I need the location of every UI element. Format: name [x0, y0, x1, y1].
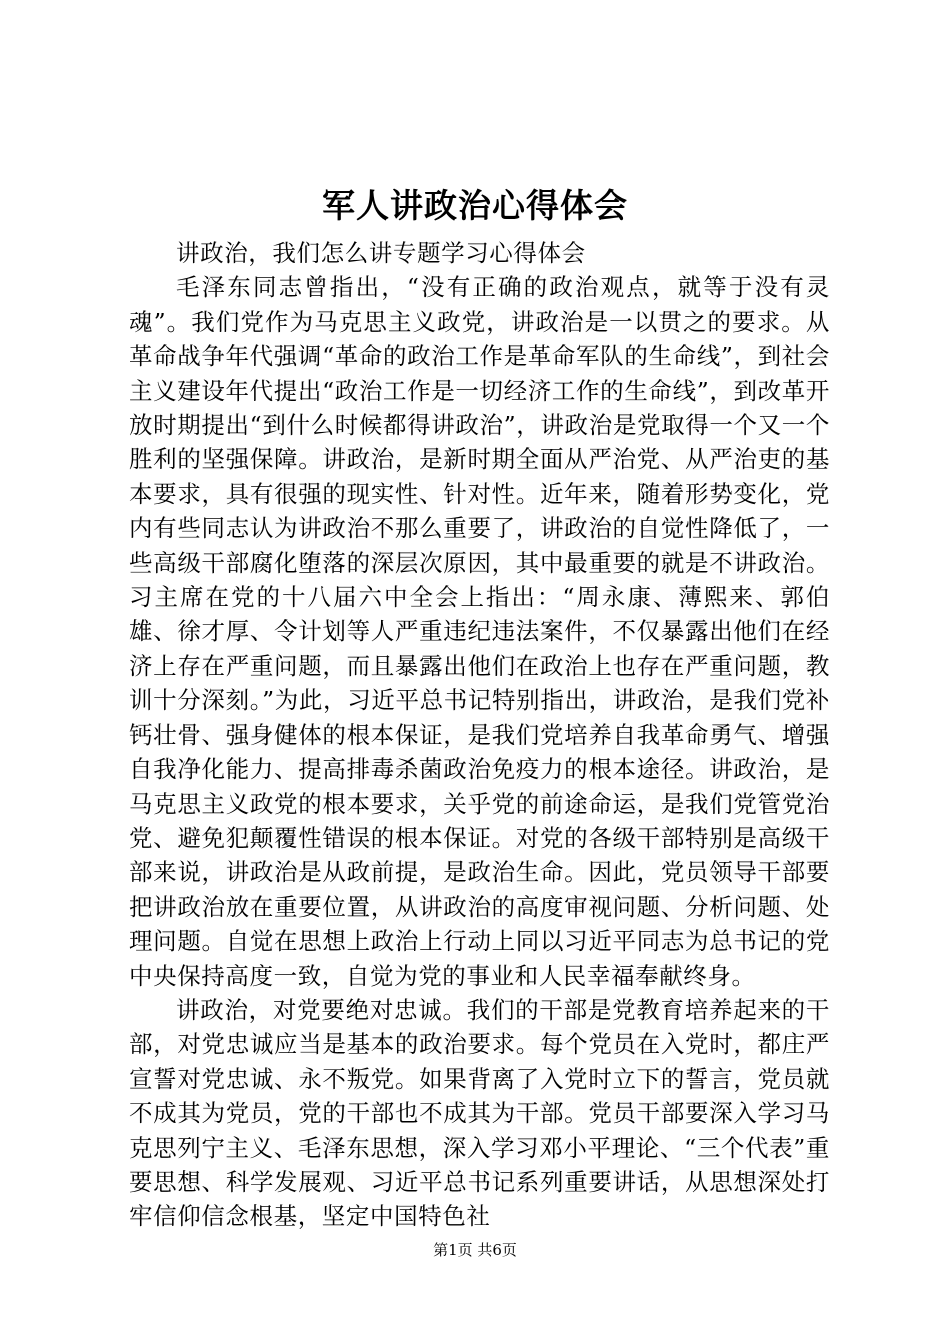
paragraph-2: 讲政治，对党要绝对忠诚。我们的干部是党教育培养起来的干部，对党忠诚应当是基本的政治要求。每个党员在入党时，都庄严宣誓对党忠诚、永不叛党。如果背离了入党时立下的誓言，党员就不成其为党员，党的干部也不成其为干部。党员干部要深入学习马克思列宁主义、毛泽东思想，深入学习邓小平理论、“三个代表”重要思想、科学发展观、习近平总书记系列重要讲话，从思想深处打牢信仰信念根基，坚定中国特色社	[129, 995, 830, 1231]
page-indicator: 第1页 共6页	[433, 1241, 517, 1259]
paragraph-1: 毛泽东同志曾指出，“没有正确的政治观点，就等于没有灵魂”。我们党作为马克思主义政党，讲政治是一以贯之的要求。从革命战争年代强调“革命的政治工作是革命军队的生命线”，到社会主义建设年代提出“政治工作是一切经济工作的生命线”，到改革开放时期提出“到什么时候都得讲政治”，讲政治是党取得一个又一个胜利的坚强保障。讲政治，是新时期全面从严治党、从严治吏的基本要求，具有很强的现实性、针对性。近年来，随着形势变化，党内有些同志认为讲政治不那么重要了，讲政治的自觉性降低了，一些高级干部腐化堕落的深层次原因，其中最重要的就是不讲政治。习主席在党的十八届六中全会上指出：“周永康、薄熙来、郭伯雄、徐才厚、令计划等人严重违纪违法案件，不仅暴露出他们在经济上存在严重问题，而且暴露出他们在政治上也存在严重问题，教训十分深刻。”为此，习近平总书记特别指出，讲政治，是我们党补钙壮骨、强身健体的根本保证，是我们党培养自我革命勇气、增强自我净化能力、提高排毒杀菌政治免疫力的根本途径。讲政治，是马克思主义政党的根本要求，关乎党的前途命运，是我们党管党治党、避免犯颠覆性错误的根本保证。对党的各级干部特别是高级干部来说，讲政治是从政前提，是政治生命。因此，党员领导干部要把讲政治放在重要位置，从讲政治的高度审视问题、分析问题、处理问题。自觉在思想上政治上行动上同以习近平同志为总书记的党中央保持高度一致，自觉为党的事业和人民幸福奉献终身。	[129, 273, 830, 990]
paragraph-subtitle: 讲政治，我们怎么讲专题学习心得体会	[176, 239, 586, 267]
document-title: 军人讲政治心得体会	[322, 186, 628, 225]
document-body	[129, 236, 830, 1234]
